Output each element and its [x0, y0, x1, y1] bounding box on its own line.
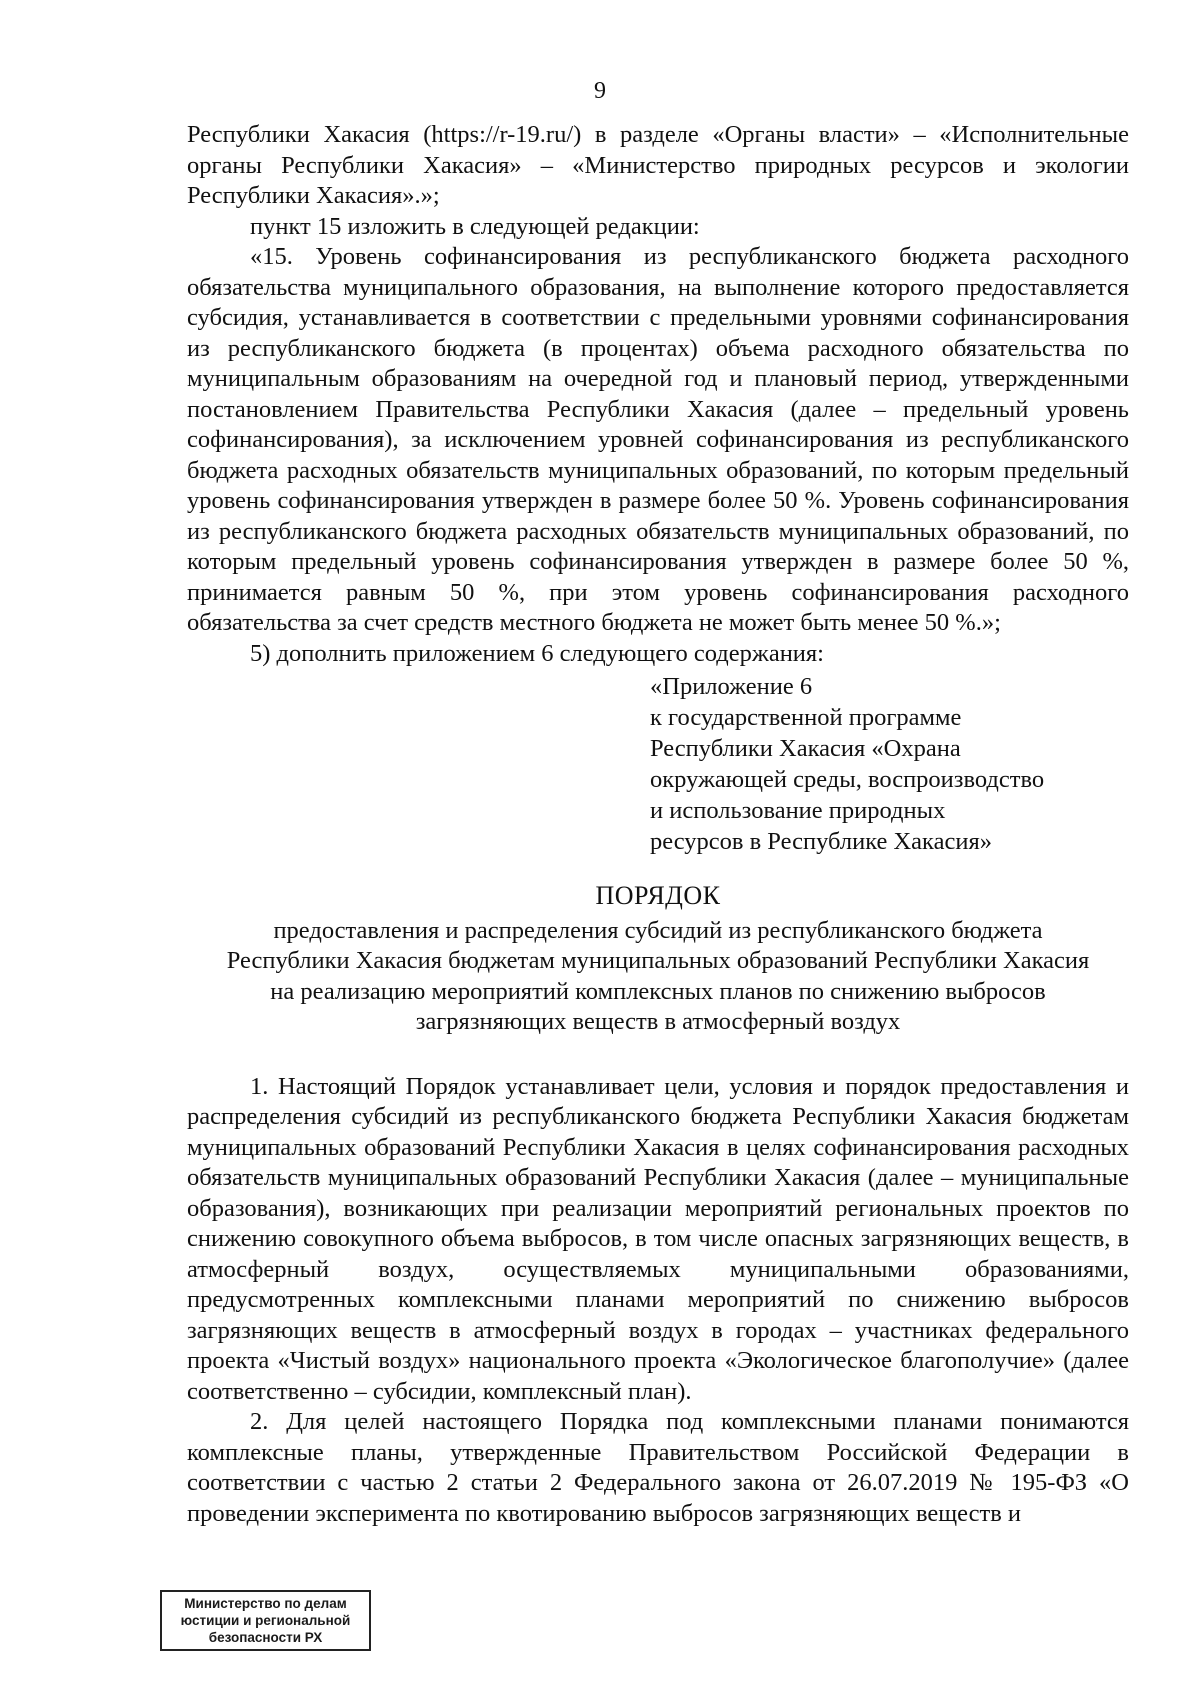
paragraph: пункт 15 изложить в следующей редакции:: [250, 212, 700, 240]
subheading-line: на реализацию мероприятий комплексных планов по снижению выбросов: [270, 977, 1046, 1005]
paragraph: Республики Хакасия (https://r-19.ru/) в разделе «Органы власти» – «Исполнительные органы Республики Хакасия» – «Министерство природных ресурсов и экологии Республики Хакасия».»;: [187, 121, 1129, 209]
paragraph: 5) дополнить приложением 6 следующего содержания:: [250, 639, 824, 667]
document-heading: ПОРЯДОК: [595, 881, 721, 910]
appendix-note: [650, 671, 1129, 857]
document-body: [187, 120, 1129, 1529]
appendix-line: к государственной программе: [650, 704, 962, 731]
appendix-line: окружающей среды, воспроизводство: [650, 766, 1045, 793]
document-subheading: [187, 916, 1129, 1038]
paragraph: «15. Уровень софинансирования из республиканского бюджета расходного обязательства муниципального образования, на выполнение которого предоставляется субсидия, устанавливается в соответствии с предельными уровнями софинансирования из республиканского бюджета (в процентах) объема расходного обязательства по муниципальным образованиям на очередной год и плановый период, утвержденными постановлением Правительства Республики Хакасия (далее – предельный уровень софинансирования), за исключением уровней софинансирования из республиканского бюджета расходных обязательств муниципальных образований, по которым предельный уровень софинансирования утвержден в размере более 50 %. Уровень софинансирования из республиканского бюджета расходных обязательств муниципальных образований, по которым предельный уровень софинансирования утвержден в размере более 50 %, принимается равным 50 %, при этом уровень софинансирования расходного обязательства за счет средств местного бюджета не может быть менее 50 %.»;: [187, 243, 1129, 636]
stamp-line: Министерство по делам: [184, 1596, 347, 1611]
stamp-line: юстиции и региональной: [180, 1613, 351, 1628]
stamp-line: безопасности РХ: [208, 1630, 323, 1645]
appendix-line: ресурсов в Республике Хакасия»: [650, 828, 992, 855]
paragraph: 1. Настоящий Порядок устанавливает цели, условия и порядок предоставления и распределения субсидий из республиканского бюджета Республики Хакасия бюджетам муниципальных образований Республики Хакасия в целях софинансирования расходных обязательств муниципальных образований Республики Хакасия (далее – муниципальные образования), возникающих при реализации мероприятий региональных проектов по снижению совокупного объема выбросов, в том числе опасных загрязняющих веществ, в атмосферный воздух, осуществляемых муниципальными образованиями, предусмотренных комплексными планами мероприятий по снижению выбросов загрязняющих веществ в атмосферный воздух в городах – участниках федерального проекта «Чистый воздух» национального проекта «Экологическое благополучие» (далее соответственно – субсидии, комплексный план).: [187, 1072, 1129, 1405]
subheading-line: Республики Хакасия бюджетам муниципальных образований Республики Хакасия: [226, 947, 1090, 974]
appendix-line: и использование природных: [650, 797, 946, 824]
page-number: 9: [594, 78, 606, 104]
registration-stamp: [160, 1590, 371, 1651]
paragraph: 2. Для целей настоящего Порядка под комплексными планами понимаются комплексные планы, утвержденные Правительством Российской Федерации в соответствии с частью 2 статьи 2 Федерального закона от 26.07.2019 № 195-ФЗ «О проведении эксперимента по квотированию выбросов загрязняющих веществ и: [187, 1408, 1129, 1527]
subheading-line: предоставления и распределения субсидий из республиканского бюджета: [273, 916, 1043, 944]
appendix-line: «Приложение 6: [650, 673, 813, 700]
appendix-line: Республики Хакасия «Охрана: [650, 735, 961, 762]
subheading-line: загрязняющих веществ в атмосферный воздух: [415, 1008, 901, 1035]
